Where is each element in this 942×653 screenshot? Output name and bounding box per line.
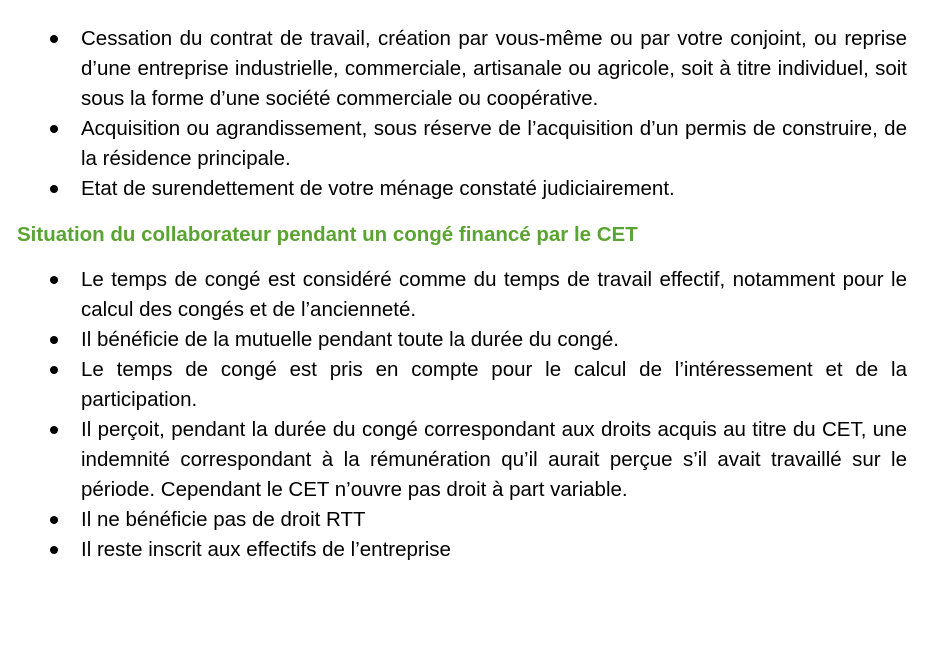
bullet-dot-icon [50,546,58,554]
list-item [0,535,942,565]
bullet-dot-icon [50,366,58,374]
list-item-text: Acquisition ou agrandissement, sous réserve de l’acquisition d’un permis de construire, de la résidence principale. [81,117,907,170]
list-item-text: Il bénéficie de la mutuelle pendant toute la durée du congé. [81,328,619,351]
list-item-text: Etat de surendettement de votre ménage constaté judiciairement. [81,177,675,200]
list-item [0,415,942,505]
list-item-text: Cessation du contrat de travail, création par vous-même ou par votre conjoint, ou reprise d’une entreprise industrielle, commerciale, artisanale ou agricole, soit à titre individuel, soit sous la forme d’une société commerciale ou coopérative. [81,27,907,110]
list-item [0,24,942,114]
conditions-bullet-list [0,24,942,204]
bullet-dot-icon [50,276,58,284]
list-item-text: Le temps de congé est pris en compte pour le calcul de l’intéressement et de la participation. [81,358,907,411]
list-item [0,355,942,415]
list-item-text: Il ne bénéficie pas de droit RTT [81,508,366,531]
situation-bullet-list [0,265,942,565]
list-item [0,174,942,204]
list-item [0,505,942,535]
bullet-dot-icon [50,336,58,344]
section-heading: Situation du collaborateur pendant un congé financé par le CET [17,223,638,246]
list-item-text: Il perçoit, pendant la durée du congé correspondant aux droits acquis au titre du CET, une indemnité correspondant à la rémunération qu’il aurait perçue s’il avait travaillé sur le période. Cependant le CET n’ouvre pas droit à part variable. [81,418,907,501]
list-item-text: Le temps de congé est considéré comme du temps de travail effectif, notamment pour le calcul des congés et de l’ancienneté. [81,268,907,321]
list-item [0,265,942,325]
list-item-text: Il reste inscrit aux effectifs de l’entreprise [81,538,451,561]
bullet-dot-icon [50,185,58,193]
bullet-dot-icon [50,125,58,133]
bullet-dot-icon [50,426,58,434]
bullet-dot-icon [50,35,58,43]
list-item [0,114,942,174]
bullet-dot-icon [50,516,58,524]
list-item [0,325,942,355]
